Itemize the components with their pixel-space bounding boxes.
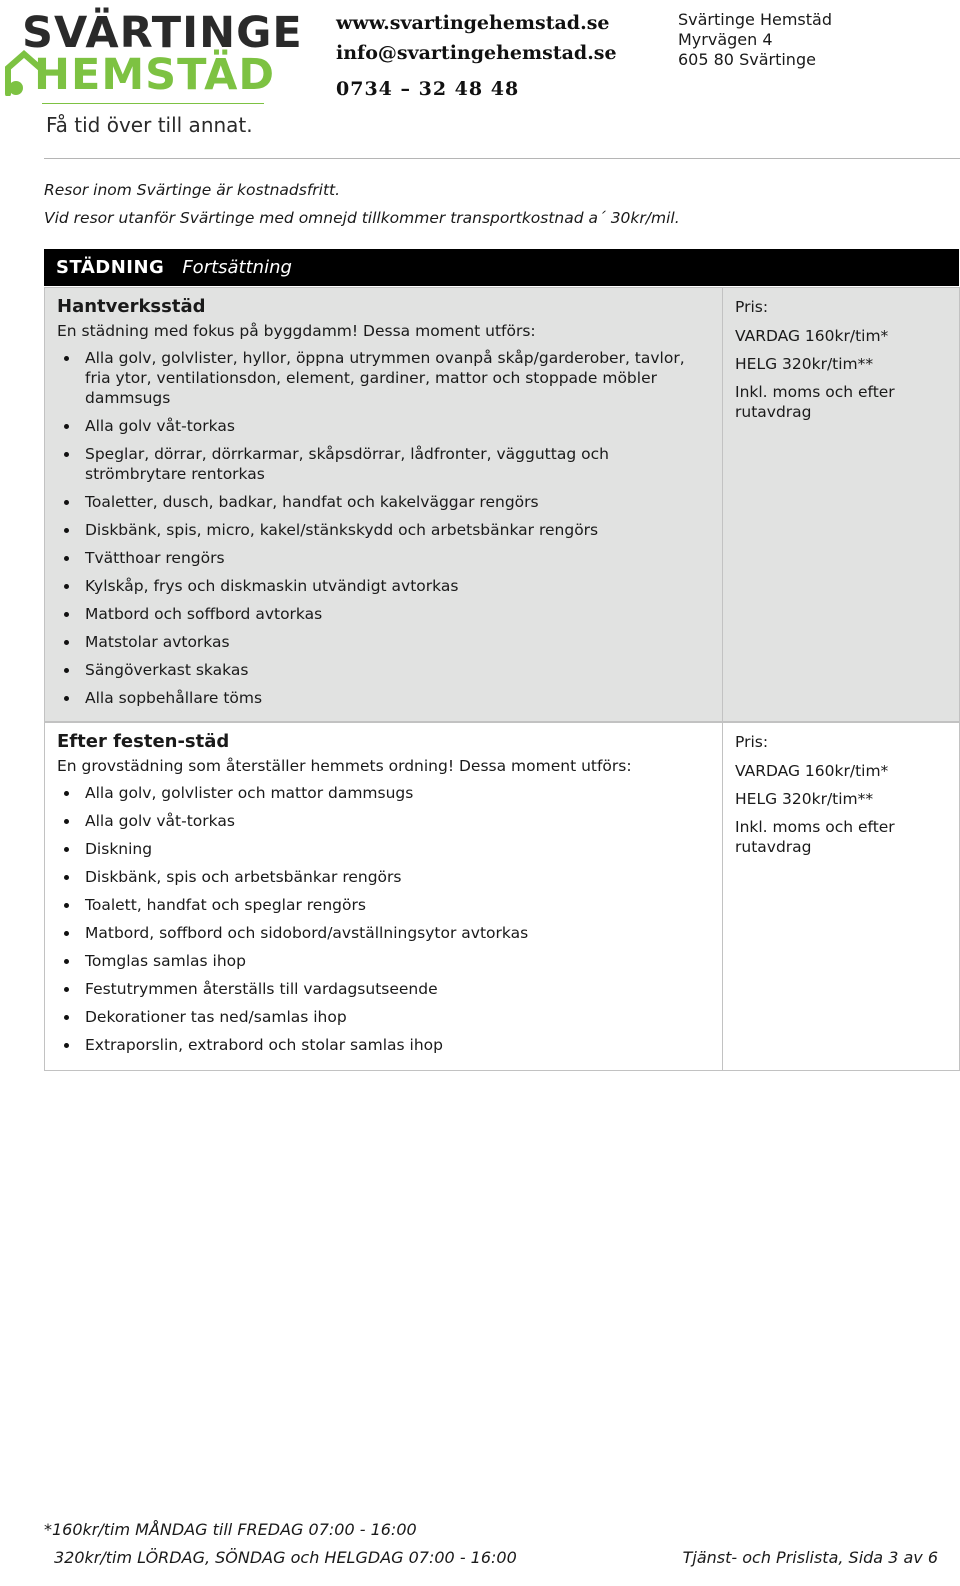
logo-divider [42, 103, 264, 104]
list-item: Diskning [57, 839, 722, 859]
list-item: Alla golv, golvlister och mattor dammsugs [57, 783, 722, 803]
travel-note-free: Resor inom Svärtinge är kostnadsfritt. [44, 181, 341, 199]
list-item: Matstolar avtorkas [57, 632, 722, 652]
task-list [57, 783, 722, 1055]
price-weekend: HELG 320kr/tim** [735, 355, 874, 373]
service-intro: En städning med fokus på byggdamm! Dessa moment utförs: [57, 322, 536, 340]
address-line: 605 80 Svärtinge [678, 50, 816, 69]
list-item: Alla sopbehållare töms [57, 688, 722, 708]
price-column [723, 288, 959, 721]
service-description [45, 723, 723, 1070]
section-title: STÄDNING [56, 257, 165, 278]
price-label: Pris: [735, 298, 769, 316]
price-note: Inkl. moms och efter rutavdrag [735, 818, 895, 856]
price-weekday: VARDAG 160kr/tim* [735, 762, 889, 780]
list-item: Speglar, dörrar, dörrkarmar, skåpsdörrar, lådfronter, vägguttag och strömbrytare rentorkas [57, 444, 722, 484]
list-item: Festutrymmen återställs till vardagsutseende [57, 979, 722, 999]
list-item: Diskbänk, spis, micro, kakel/stänkskydd och arbetsbänkar rengörs [57, 520, 722, 540]
service-description [45, 288, 723, 721]
list-item: Extraporslin, extrabord och stolar samlas ihop [57, 1035, 722, 1055]
list-item: Matbord, soffbord och sidobord/avställningsytor avtorkas [57, 923, 722, 943]
logo-text-top: SVÄRTINGE [22, 8, 303, 58]
list-item: Alla golv, golvlister, hyllor, öppna utrymmen ovanpå skåp/garderober, tavlor, fria ytor, ventilationsdon, element, gardiner, mattor och stoppade möbler dammsugs [57, 348, 722, 408]
service-intro: En grovstädning som återställer hemmets ordning! Dessa moment utförs: [57, 757, 632, 775]
section-subtitle: Fortsättning [182, 257, 292, 278]
list-item: Sängöverkast skakas [57, 660, 722, 680]
list-item: Toaletter, dusch, badkar, handfat och kakelväggar rengörs [57, 492, 722, 512]
price-weekend: HELG 320kr/tim** [735, 790, 874, 808]
service-name: Hantverksstäd [57, 296, 206, 317]
postal-address [678, 10, 832, 70]
logo-tagline: Få tid över till annat. [46, 113, 253, 137]
address-line: Myrvägen 4 [678, 30, 773, 49]
section-header [44, 249, 959, 286]
task-list [57, 348, 722, 708]
phone-number: 0734 – 32 48 48 [336, 78, 520, 100]
price-note: Inkl. moms och efter rutavdrag [735, 383, 895, 421]
list-item: Matbord och soffbord avtorkas [57, 604, 722, 624]
travel-note-cost: Vid resor utanför Svärtinge med omnejd tillkommer transportkostnad a´ 30kr/mil. [44, 209, 680, 227]
travel-info [44, 176, 680, 232]
list-item: Kylskåp, frys och diskmaskin utvändigt avtorkas [57, 576, 722, 596]
price-weekday: VARDAG 160kr/tim* [735, 327, 889, 345]
header-divider [44, 158, 960, 159]
logo-text-bottom: HEMSTÄD [34, 50, 276, 100]
service-row-efter-festen [44, 722, 960, 1071]
contact-block [336, 8, 617, 104]
footer-weekend-hours: 320kr/tim LÖRDAG, SÖNDAG och HELGDAG 07:00 - 16:00 [54, 1548, 517, 1567]
list-item: Alla golv våt-torkas [57, 811, 722, 831]
list-item: Tomglas samlas ihop [57, 951, 722, 971]
website-link[interactable]: www.svartingehemstad.se [336, 12, 610, 34]
footer-weekday-hours: *160kr/tim MÅNDAG till FREDAG 07:00 - 16:00 [44, 1520, 417, 1539]
email-link[interactable]: info@svartingehemstad.se [336, 42, 617, 64]
list-item: Dekorationer tas ned/samlas ihop [57, 1007, 722, 1027]
list-item: Toalett, handfat och speglar rengörs [57, 895, 722, 915]
service-row-hantverksstad [44, 287, 960, 722]
address-line: Svärtinge Hemstäd [678, 10, 832, 29]
list-item: Alla golv våt-torkas [57, 416, 722, 436]
service-name: Efter festen-städ [57, 731, 230, 752]
footer-page-label: Tjänst- och Prislista, Sida 3 av 6 [682, 1548, 938, 1567]
price-column [723, 723, 959, 1070]
list-item: Tvätthoar rengörs [57, 548, 722, 568]
list-item: Diskbänk, spis och arbetsbänkar rengörs [57, 867, 722, 887]
company-logo [4, 0, 303, 140]
price-label: Pris: [735, 733, 769, 751]
